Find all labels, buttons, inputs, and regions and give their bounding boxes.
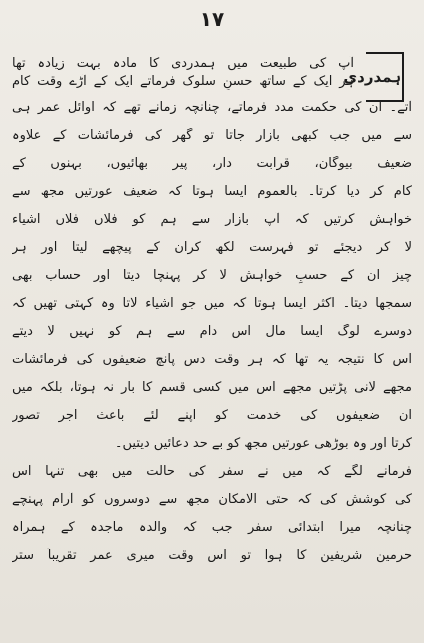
text-line: حرمین شریفین کا ہوا تو اس وقت میری عمر تقریباً ستر <box>12 548 412 563</box>
text-line: سے میں جب کبھی بازار جاتا تو گھر کی فرمائشات کے علاوہ <box>12 128 412 143</box>
text-line: کی کوشش کی کہ حتی الامکان مجھ سے دوسروں کو آرام پہنچے <box>12 492 412 507</box>
text-line: سمجھا دیتا۔ اکثر ایسا ہوتا کہ میں جو اشیاء لاتا وہ کہتی تھیں کہ <box>12 296 412 311</box>
text-line: فرمانے لگے کہ میں نے سفر کی حالت میں بھی تنہا اس <box>12 464 412 479</box>
section-heading: ہمدردی <box>343 67 401 86</box>
text-line: آپ کی طبیعت میں ہمدردی کا مادہ بہت زیادہ تھا <box>12 56 354 71</box>
text-line: ضعیف بیوگان، قرابت دار، پیر بھائیوں، بہنوں کے <box>12 156 412 171</box>
text-line: لا کر دیجئے تو فہرست لکھ کران کے پیچھے لیتا اور ہر <box>12 240 412 255</box>
text-line: آتے۔ ان کی حکمت مدد فرماتے، چنانچہ زمانے تھے کہ اوائل عمر ہی <box>12 100 412 115</box>
text-line: مجھے لانی پڑتیں مجھے اس میں کسی قسم کا بار نہ ہوتا، بلکہ میں <box>12 380 412 395</box>
text-line: ان ضعیفوں کی خدمت کو اپنے لئے باعث اجر تصور <box>12 408 412 423</box>
text-line: چیز ان کے حسبِ خواہش لا کر پہنچا دیتا اور حساب بھی <box>12 268 412 283</box>
text-line: خواہش کرتیں کہ آپ بازار سے ہم کو فلاں فلاں اشیاء <box>12 212 412 227</box>
body-text <box>12 0 412 643</box>
text-line: دوسرے لوگ ایسا مال اس دام سے ہم کو نہیں لا دیتے <box>12 324 412 339</box>
text-line: کرتا اور وہ بوڑھی عورتیں مجھ کو بے حد دعائیں دیتیں۔ <box>114 436 412 451</box>
text-line: اس کا نتیجہ یہ تھا کہ ہر وقت دس پانچ ضعیفوں کی فرمائشات <box>12 352 412 367</box>
text-line: چنانچہ میرا ابتدائی سفر جب کہ والدہ ماجدہ کے ہمراہ <box>12 520 412 535</box>
text-line: ہر ایک کے ساتھ حسنِ سلوک فرماتے ایک کے آڑے وقت کام <box>12 74 354 89</box>
page-number: ١٧ <box>199 7 225 31</box>
text-line: کام کر دیا کرتا۔ بالعموم ایسا ہوتا کہ ضعیف عورتیں مجھ سے <box>12 184 412 199</box>
